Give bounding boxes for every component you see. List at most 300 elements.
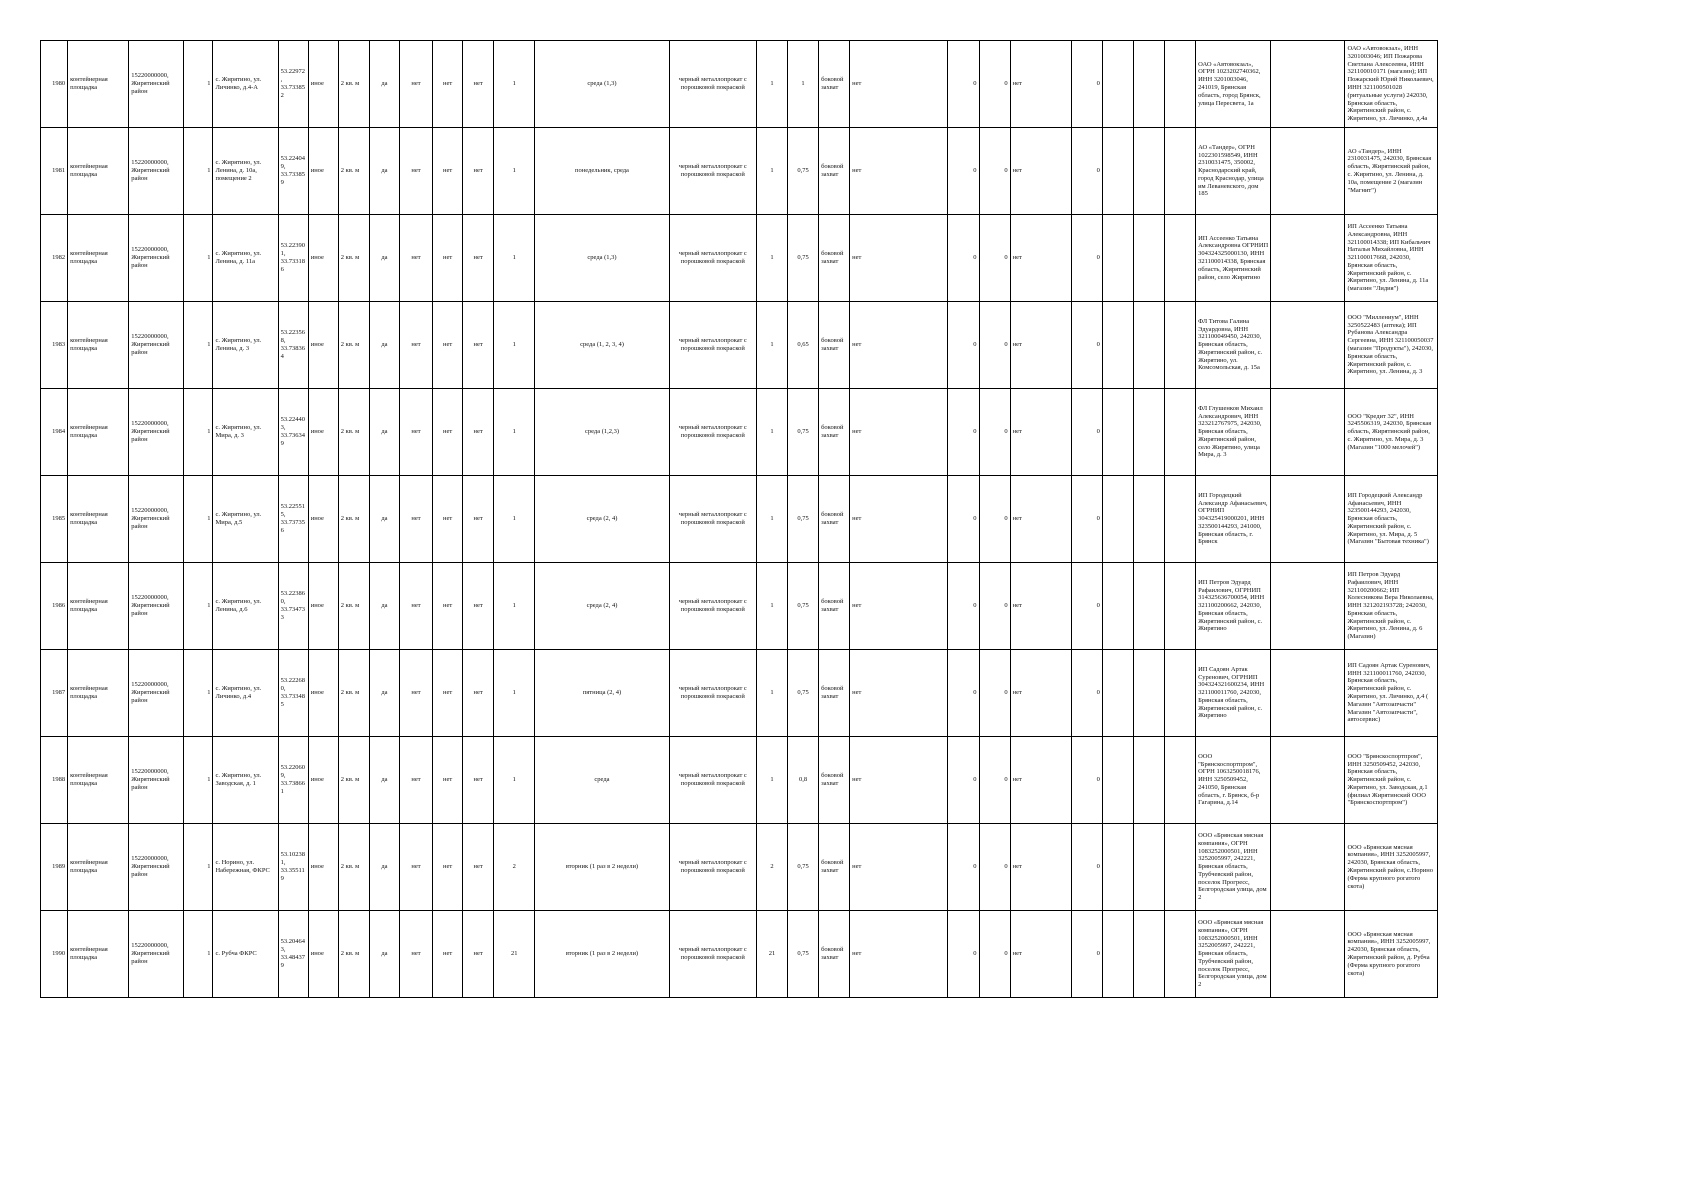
empty-cell [1165,476,1196,563]
flag-other: нет [463,41,494,128]
zero-value-1: 0 [948,389,979,476]
empty-cell [1271,128,1345,215]
loading-type: боковой захват [819,737,850,824]
zero-value-1: 0 [948,476,979,563]
flag-fence: да [369,563,399,650]
flag-fence: да [369,824,399,911]
empty-cell [1271,41,1345,128]
object-type: контейнерная площадка [68,302,129,389]
zero-value-2: 0 [979,215,1010,302]
flag-bunker: нет [1010,302,1071,389]
flag-fence: да [369,389,399,476]
flag-bunker: нет [1010,911,1071,998]
surface-type: иное [308,389,338,476]
flag-other: нет [463,911,494,998]
empty-cell [1271,824,1345,911]
empty-cell [1102,389,1133,476]
flag-separate: нет [850,302,948,389]
container-count: 1 [494,563,535,650]
container-volume: 1 [788,41,819,128]
container-material: черный металлопрокат с порошковой покраской [669,41,756,128]
flag-roof: нет [399,911,432,998]
owner-info: ИП Садоян Артак Суренович, ОГРНИП 304324321600234, ИНН 321100011760, 242030, Брянская область, Жирятинский район, с. Жирятино [1196,650,1271,737]
container-volume: 0,75 [788,389,819,476]
empty-cell [1271,476,1345,563]
zero-value-2: 0 [979,824,1010,911]
oktmo-district: 15220000000, Жирятинский район [129,563,184,650]
loading-type: боковой захват [819,389,850,476]
zero-value-3: 0 [1071,128,1102,215]
row-number: 1987 [41,650,68,737]
empty-cell [1165,824,1196,911]
waste-source: ООО "Кредит 32", ИНН 3245506319, 242030, Брянская область, Жирятинский район, с. Жирятино, ул. Мира, д. 3 (Магазин "1000 мелочей") [1345,389,1438,476]
zero-value-3: 0 [1071,563,1102,650]
zero-value-2: 0 [979,911,1010,998]
container-count: 1 [494,41,535,128]
address: с. Жирятино, ул. Личинко, д.4-А [213,41,278,128]
empty-cell [1133,389,1164,476]
flag-roof: нет [399,824,432,911]
flag-roof: нет [399,476,432,563]
flag-bunker: нет [1010,476,1071,563]
table-row [41,389,1438,476]
empty-cell [1102,41,1133,128]
zero-value-3: 0 [1071,911,1102,998]
table-row [41,650,1438,737]
address: с. Жирятино, ул. Ленина, д. 3 [213,302,278,389]
flag-roof: нет [399,215,432,302]
address: с. Рубча ФКРС [213,911,278,998]
table-row [41,215,1438,302]
flag-roof: нет [399,302,432,389]
area: 2 кв. м [338,563,369,650]
settlement-count: 1 [184,563,213,650]
waste-source: ООО «Брянская мясная компания», ИНН 3252005997, 242030, Брянская область, Жирятинский район, д. Рубча (Ферма крупного рогатого скота) [1345,911,1438,998]
owner-info: ОАО «Автовокзал», ОГРН 1023202740362, ИНН 3201003046, 241019, Брянская область, город Брянск, улица Пересвета, 1а [1196,41,1271,128]
empty-cell [1271,302,1345,389]
zero-value-3: 0 [1071,215,1102,302]
oktmo-district: 15220000000, Жирятинский район [129,41,184,128]
container-material: черный металлопрокат с порошковой покраской [669,215,756,302]
row-number: 1983 [41,302,68,389]
address: с. Норино, ул. Набережная, ФКРС [213,824,278,911]
area: 2 кв. м [338,737,369,824]
flag-lighting: нет [433,476,463,563]
empty-cell [1271,563,1345,650]
container-quantity: 1 [756,737,787,824]
row-number: 1990 [41,911,68,998]
table-row [41,824,1438,911]
waste-source: ООО «Брянская мясная компания», ИНН 3252005997, 242030, Брянская область, Жирятинский район, с.Норино (Ферма крупного рогатого скота) [1345,824,1438,911]
owner-info: ФЛ Глушенков Михаил Александрович, ИНН 323212767975, 242030, Брянская область, Жирятинский район, село Жирятино, улица Мира, д. 3 [1196,389,1271,476]
flag-bunker: нет [1010,737,1071,824]
container-volume: 0,75 [788,128,819,215]
row-number: 1984 [41,389,68,476]
container-quantity: 1 [756,476,787,563]
flag-separate: нет [850,563,948,650]
oktmo-district: 15220000000, Жирятинский район [129,911,184,998]
container-count: 1 [494,215,535,302]
flag-bunker: нет [1010,389,1071,476]
empty-cell [1133,650,1164,737]
surface-type: иное [308,215,338,302]
zero-value-3: 0 [1071,650,1102,737]
empty-cell [1133,824,1164,911]
surface-type: иное [308,824,338,911]
zero-value-1: 0 [948,302,979,389]
flag-fence: да [369,476,399,563]
oktmo-district: 15220000000, Жирятинский район [129,824,184,911]
address: с. Жирятино, ул. Личинко, д.4 [213,650,278,737]
flag-lighting: нет [433,563,463,650]
collection-schedule: среда (2, 4) [535,476,669,563]
owner-info: ООО «Брянская мясная компания», ОГРН 1083252000501, ИНН 3252005997, 242221, Брянская область, Трубчевский район, поселок Прогресс, Белгородская улица, дом 2 [1196,824,1271,911]
container-count: 1 [494,389,535,476]
empty-cell [1271,215,1345,302]
container-material: черный металлопрокат с порошковой покраской [669,563,756,650]
container-material: черный металлопрокат с порошковой покраской [669,389,756,476]
flag-lighting: нет [433,389,463,476]
flag-roof: нет [399,737,432,824]
container-material: черный металлопрокат с порошковой покраской [669,128,756,215]
empty-cell [1165,389,1196,476]
flag-roof: нет [399,389,432,476]
object-type: контейнерная площадка [68,563,129,650]
loading-type: боковой захват [819,476,850,563]
owner-info: ФЛ Титова Галина Эдуардовна, ИНН 321100049450, 242030, Брянская область, Жирятинский район, с. Жирятино, ул. Комсомольская, д. 15а [1196,302,1271,389]
container-material: черный металлопрокат с порошковой покраской [669,737,756,824]
object-type: контейнерная площадка [68,128,129,215]
container-material: черный металлопрокат с порошковой покраской [669,824,756,911]
surface-type: иное [308,650,338,737]
empty-cell [1133,302,1164,389]
container-volume: 0,75 [788,563,819,650]
container-count: 1 [494,650,535,737]
coordinates: 53.22972, 33.733852 [278,41,308,128]
container-material: черный металлопрокат с порошковой покраской [669,911,756,998]
flag-lighting: нет [433,737,463,824]
flag-other: нет [463,302,494,389]
coordinates: 53.204643, 33.484379 [278,911,308,998]
empty-cell [1102,911,1133,998]
owner-info: ООО "Брянскоспортпром", ОГРН 1063250018176, ИНН 3250509452, 241050, Брянская область, г. Брянск, б-р Гагарина, д.14 [1196,737,1271,824]
oktmo-district: 15220000000, Жирятинский район [129,128,184,215]
empty-cell [1102,215,1133,302]
empty-cell [1133,41,1164,128]
flag-fence: да [369,911,399,998]
owner-info: АО «Тандер», ОГРН 1022301598549, ИНН 2310031475, 350002, Краснодарский край, город Краснодар, улица им Леваневского, дом 185 [1196,128,1271,215]
object-type: контейнерная площадка [68,215,129,302]
flag-fence: да [369,215,399,302]
loading-type: боковой захват [819,824,850,911]
container-count: 1 [494,476,535,563]
empty-cell [1102,302,1133,389]
collection-schedule: понедельник, среда [535,128,669,215]
object-type: контейнерная площадка [68,476,129,563]
empty-cell [1133,911,1164,998]
container-material: черный металлопрокат с порошковой покраской [669,302,756,389]
flag-other: нет [463,650,494,737]
flag-other: нет [463,215,494,302]
flag-separate: нет [850,128,948,215]
empty-cell [1102,824,1133,911]
oktmo-district: 15220000000, Жирятинский район [129,737,184,824]
container-count: 2 [494,824,535,911]
container-quantity: 1 [756,563,787,650]
area: 2 кв. м [338,476,369,563]
area: 2 кв. м [338,302,369,389]
table-row [41,911,1438,998]
flag-lighting: нет [433,824,463,911]
container-quantity: 2 [756,824,787,911]
coordinates: 53.224049, 33.733859 [278,128,308,215]
object-type: контейнерная площадка [68,824,129,911]
collection-schedule: пятница (2, 4) [535,650,669,737]
settlement-count: 1 [184,911,213,998]
coordinates: 53.224403, 33.736349 [278,389,308,476]
collection-schedule: среда (1, 2, 3, 4) [535,302,669,389]
container-volume: 0,75 [788,215,819,302]
zero-value-3: 0 [1071,476,1102,563]
empty-cell [1165,128,1196,215]
surface-type: иное [308,911,338,998]
zero-value-2: 0 [979,302,1010,389]
waste-source: ИП Садоян Артак Суренович, ИНН 321100011760, 242030, Брянская область, Жирятинский район, с. Жирятино, ул. Личинко, д.4 ( Магазин "Автозапчасти" Магазин "Автозапчасти", автосервис) [1345,650,1438,737]
collection-schedule: среда (1,2,3) [535,389,669,476]
flag-fence: да [369,650,399,737]
container-volume: 0,75 [788,476,819,563]
row-number: 1985 [41,476,68,563]
settlement-count: 1 [184,650,213,737]
collection-schedule: вторник (1 раз в 2 недели) [535,824,669,911]
settlement-count: 1 [184,302,213,389]
row-number: 1982 [41,215,68,302]
empty-cell [1165,215,1196,302]
surface-type: иное [308,302,338,389]
flag-bunker: нет [1010,824,1071,911]
container-material: черный металлопрокат с порошковой покраской [669,476,756,563]
address: с. Жирятино, ул. Заводская, д. 1 [213,737,278,824]
flag-bunker: нет [1010,650,1071,737]
flag-separate: нет [850,389,948,476]
zero-value-1: 0 [948,737,979,824]
flag-roof: нет [399,41,432,128]
waste-source: ОАО «Автовокзал», ИНН 3201003046; ИП Пожарова Светлана Алексеевна, ИНН 321100010171 (магазин); ИП Пожарский Юрий Николаевич, ИНН 321100501028 (ритуальные услуги) 242030, Брянская область, Жирятинский район, с. Жирятино, ул. Личинко, д.4а [1345,41,1438,128]
address: с. Жирятино, ул. Ленина, д. 10а, помещение 2 [213,128,278,215]
area: 2 кв. м [338,215,369,302]
flag-fence: да [369,41,399,128]
waste-source: ООО "Брянскоспортпром", ИНН 3250509452, 242030, Брянская область, Жирятинский район, с. Жирятино, ул. Заводская, д.1 (филиал Жирятинский ООО "Брянскоспортпром") [1345,737,1438,824]
empty-cell [1102,737,1133,824]
object-type: контейнерная площадка [68,650,129,737]
settlement-count: 1 [184,215,213,302]
flag-bunker: нет [1010,563,1071,650]
flag-bunker: нет [1010,41,1071,128]
loading-type: боковой захват [819,41,850,128]
oktmo-district: 15220000000, Жирятинский район [129,389,184,476]
surface-type: иное [308,563,338,650]
flag-roof: нет [399,128,432,215]
flag-bunker: нет [1010,215,1071,302]
zero-value-1: 0 [948,215,979,302]
owner-info: ИП Городецкий Александр Афанасьевич, ОГРНИП 304325419000201, ИНН 323500144293, 241000, Брянская область, г. Брянск [1196,476,1271,563]
address: с. Жирятино, ул. Ленина, д. 11а [213,215,278,302]
empty-cell [1271,389,1345,476]
empty-cell [1102,476,1133,563]
flag-other: нет [463,389,494,476]
empty-cell [1271,737,1345,824]
address: с. Жирятино, ул. Ленина, д.6 [213,563,278,650]
empty-cell [1165,563,1196,650]
zero-value-3: 0 [1071,824,1102,911]
flag-lighting: нет [433,911,463,998]
table-row [41,563,1438,650]
flag-fence: да [369,737,399,824]
empty-cell [1165,41,1196,128]
empty-cell [1102,563,1133,650]
loading-type: боковой захват [819,215,850,302]
empty-cell [1102,650,1133,737]
registry-table [40,40,1438,998]
settlement-count: 1 [184,41,213,128]
object-type: контейнерная площадка [68,911,129,998]
flag-separate: нет [850,911,948,998]
table-row [41,476,1438,563]
waste-source: ИП Петров Эдуард Рафаилович, ИНН 321100200662; ИП Колесникова Вера Николаевна, ИНН 321202193728; 242030, Брянская область, Жирятинский район, с. Жирятино, ул. Ленина, д. 6 (Магазин) [1345,563,1438,650]
surface-type: иное [308,128,338,215]
empty-cell [1133,215,1164,302]
waste-source: ИП Ассеенко Татьяна Александровна, ИНН 321100014338; ИП Кибальчич Наталья Михайловна, ИНН 321100017668, 242030, Брянская область, Жирятинский район, с. Жирятино, ул. Ленина, д. 11а (магазин "Лидия") [1345,215,1438,302]
container-volume: 0,8 [788,737,819,824]
collection-schedule: среда (1,3) [535,41,669,128]
flag-roof: нет [399,563,432,650]
flag-other: нет [463,476,494,563]
area: 2 кв. м [338,911,369,998]
empty-cell [1133,563,1164,650]
owner-info: ИП Петров Эдуард Рафаилович, ОГРНИП 314325636700054, ИНН 321100200662, 242030, Брянская область, Жирятинский район, с. Жирятино [1196,563,1271,650]
container-count: 1 [494,302,535,389]
area: 2 кв. м [338,650,369,737]
container-quantity: 1 [756,41,787,128]
empty-cell [1165,302,1196,389]
surface-type: иное [308,737,338,824]
zero-value-3: 0 [1071,302,1102,389]
row-number: 1989 [41,824,68,911]
flag-separate: нет [850,215,948,302]
flag-separate: нет [850,737,948,824]
object-type: контейнерная площадка [68,737,129,824]
oktmo-district: 15220000000, Жирятинский район [129,476,184,563]
collection-schedule: среда (1,3) [535,215,669,302]
empty-cell [1133,476,1164,563]
loading-type: боковой захват [819,911,850,998]
row-number: 1988 [41,737,68,824]
collection-schedule: вторник (1 раз в 2 недели) [535,911,669,998]
zero-value-1: 0 [948,824,979,911]
settlement-count: 1 [184,128,213,215]
waste-source: АО «Тандер», ИНН 2310031475, 242030, Брянская область, Жирятинский район, с. Жирятино, ул. Ленина, д. 10а, помещение 2 (магазин "Магнит") [1345,128,1438,215]
zero-value-1: 0 [948,41,979,128]
container-quantity: 1 [756,215,787,302]
owner-info: ООО «Брянская мясная компания», ОГРН 1083252000501, ИНН 3252005997, 242221, Брянская область, Трубчевский район, поселок Прогресс, Белгородская улица, дом 2 [1196,911,1271,998]
table-row [41,737,1438,824]
coordinates: 53.223568, 33.738364 [278,302,308,389]
coordinates: 53.102381, 33.355119 [278,824,308,911]
flag-lighting: нет [433,41,463,128]
flag-separate: нет [850,824,948,911]
surface-type: иное [308,476,338,563]
oktmo-district: 15220000000, Жирятинский район [129,650,184,737]
table-row [41,41,1438,128]
zero-value-1: 0 [948,563,979,650]
empty-cell [1165,650,1196,737]
container-quantity: 1 [756,128,787,215]
flag-lighting: нет [433,128,463,215]
flag-lighting: нет [433,215,463,302]
row-number: 1980 [41,41,68,128]
object-type: контейнерная площадка [68,389,129,476]
zero-value-2: 0 [979,737,1010,824]
container-volume: 0,75 [788,824,819,911]
flag-separate: нет [850,41,948,128]
owner-info: ИП Ассеенко Татьяна Александровна ОГРНИП 304324325000130, ИНН 321100014338, Брянская область, Жирятинский район, село Жирятино [1196,215,1271,302]
collection-schedule: среда (2, 4) [535,563,669,650]
zero-value-2: 0 [979,650,1010,737]
address: с. Жирятино, ул. Мира, д.5 [213,476,278,563]
zero-value-2: 0 [979,41,1010,128]
zero-value-1: 0 [948,911,979,998]
zero-value-3: 0 [1071,737,1102,824]
container-count: 1 [494,737,535,824]
flag-fence: да [369,128,399,215]
empty-cell [1133,737,1164,824]
empty-cell [1271,911,1345,998]
area: 2 кв. м [338,41,369,128]
flag-separate: нет [850,650,948,737]
area: 2 кв. м [338,128,369,215]
coordinates: 53.220609, 33.738661 [278,737,308,824]
zero-value-3: 0 [1071,41,1102,128]
object-type: контейнерная площадка [68,41,129,128]
coordinates: 53.223860, 33.734733 [278,563,308,650]
zero-value-1: 0 [948,650,979,737]
zero-value-2: 0 [979,389,1010,476]
area: 2 кв. м [338,824,369,911]
coordinates: 53.223901, 33.733186 [278,215,308,302]
container-quantity: 1 [756,650,787,737]
flag-separate: нет [850,476,948,563]
container-count: 1 [494,128,535,215]
flag-other: нет [463,128,494,215]
row-number: 1986 [41,563,68,650]
zero-value-3: 0 [1071,389,1102,476]
flag-lighting: нет [433,650,463,737]
loading-type: боковой захват [819,563,850,650]
flag-lighting: нет [433,302,463,389]
flag-other: нет [463,824,494,911]
container-count: 21 [494,911,535,998]
loading-type: боковой захват [819,650,850,737]
area: 2 кв. м [338,389,369,476]
row-number: 1981 [41,128,68,215]
waste-source: ИП Городецкий Александр Афанасьевич, ИНН 323500144293, 242030, Брянская область, Жирятинский район, с. Жирятино, ул. Мира, д. 5 (Магазин "Бытовая техника") [1345,476,1438,563]
loading-type: боковой захват [819,128,850,215]
flag-other: нет [463,563,494,650]
flag-other: нет [463,737,494,824]
coordinates: 53.222680, 33.733485 [278,650,308,737]
surface-type: иное [308,41,338,128]
container-volume: 0,75 [788,650,819,737]
